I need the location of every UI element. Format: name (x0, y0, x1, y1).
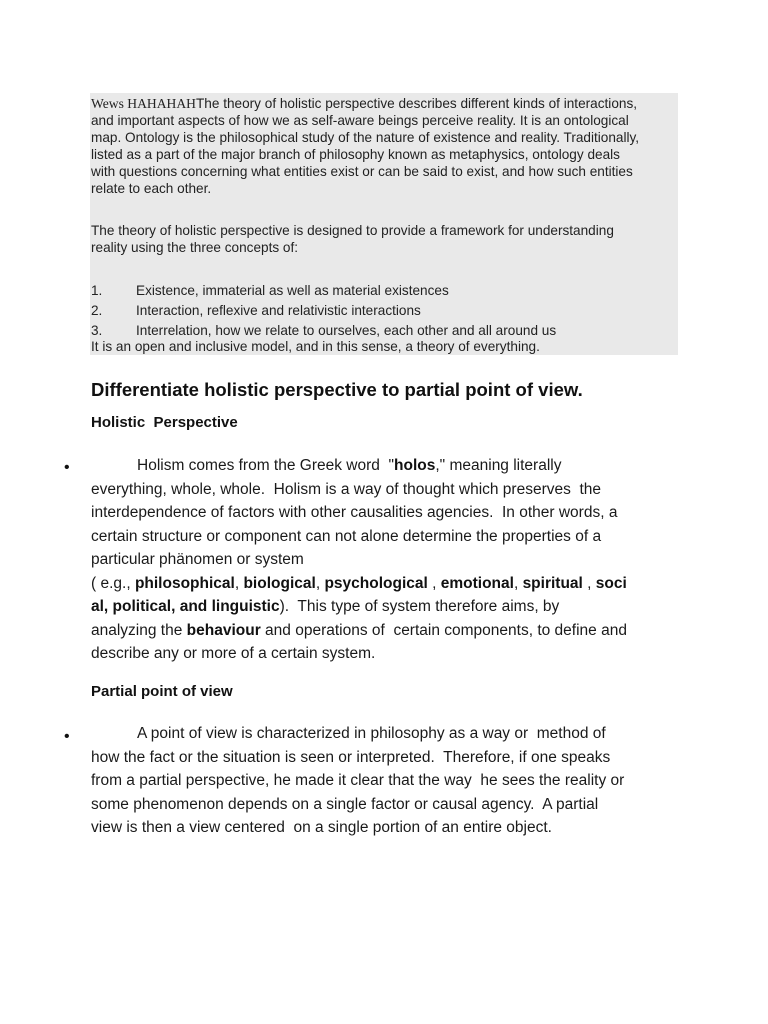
partial-point-of-view-title: Partial point of view (91, 683, 233, 700)
holism-line-9: describe any or more of a certain system. (91, 645, 376, 662)
holism-line-5: particular phänomen or system (91, 551, 304, 568)
holism-line-7: al, political, and linguistic). This type of system therefore aims, by (91, 598, 560, 615)
partial-line-2: how the fact or the situation is seen or interpreted. Therefore, if one speaks (91, 748, 611, 766)
list-text: Interaction, reflexive and relativistic interactions (136, 303, 421, 318)
holism-line-6: ( e.g., philosophical, biological, psychological , emotional, spiritual , soci (91, 574, 627, 592)
open-model-paragraph: It is an open and inclusive model, and in this sense, a theory of everything. (91, 339, 540, 354)
holism-line-4: certain structure or component can not alone determine the properties of a (91, 527, 602, 545)
bullet-icon: • (64, 459, 70, 476)
holism-line-3: interdependence of factors with other causalities agencies. In other words, a (91, 504, 618, 521)
holism-paragraph (91, 454, 681, 666)
list-text: Existence, immaterial as well as material existences (136, 283, 449, 298)
concepts-list (91, 282, 681, 342)
partial-line-3: from a partial perspective, he made it clear that the way he sees the reality or (91, 772, 625, 789)
partial-line-4: some phenomenon depends on a single factor or causal agency. A partial (91, 795, 599, 813)
partial-view-paragraph (91, 722, 681, 840)
holism-line-1: Holism comes from the Greek word "holos," meaning literally (137, 457, 562, 474)
holistic-perspective-title: Holistic Perspective (91, 414, 238, 431)
list-number: 1. (91, 283, 103, 298)
holism-line-2: everything, whole, whole. Holism is a way of thought which preserves the (91, 480, 602, 498)
intro-line-5: with questions concerning what entities exist or can be said to exist, and how such entities (91, 164, 633, 179)
partial-line-5: view is then a view centered on a single portion of an entire object. (91, 819, 552, 836)
intro-line-2: and important aspects of how we as self-aware beings perceive reality. It is an ontological (91, 113, 629, 128)
list-number: 2. (91, 303, 103, 318)
list-item (91, 282, 681, 302)
list-number: 3. (91, 323, 103, 338)
intro-line-4: listed as a part of the major branch of philosophy known as metaphysics, ontology deals (91, 147, 620, 162)
holism-line-8: analyzing the behaviour and operations of certain components, to define and (91, 621, 627, 639)
bullet-icon: • (64, 728, 70, 745)
partial-line-1: A point of view is characterized in philosophy as a way or method of (137, 725, 606, 742)
framework-paragraph (91, 222, 681, 256)
intro-line-3: map. Ontology is the philosophical study of the nature of existence and reality. Traditionally, (91, 130, 640, 145)
list-text: Interrelation, how we relate to ourselves, each other and all around us (136, 323, 557, 338)
intro-paragraph (91, 95, 681, 197)
framework-line-1: The theory of holistic perspective is designed to provide a framework for understanding (91, 223, 614, 238)
intro-serif-lead: Wews HAHAHAH (91, 96, 196, 111)
intro-line-6: relate to each other. (91, 181, 212, 196)
intro-line-1: Wews HAHAHAHThe theory of holistic perspective describes different kinds of interactions, (91, 96, 638, 111)
page-heading: Differentiate holistic perspective to partial point of view. (91, 379, 583, 400)
framework-line-2: reality using the three concepts of: (91, 240, 299, 255)
list-item (91, 302, 681, 322)
